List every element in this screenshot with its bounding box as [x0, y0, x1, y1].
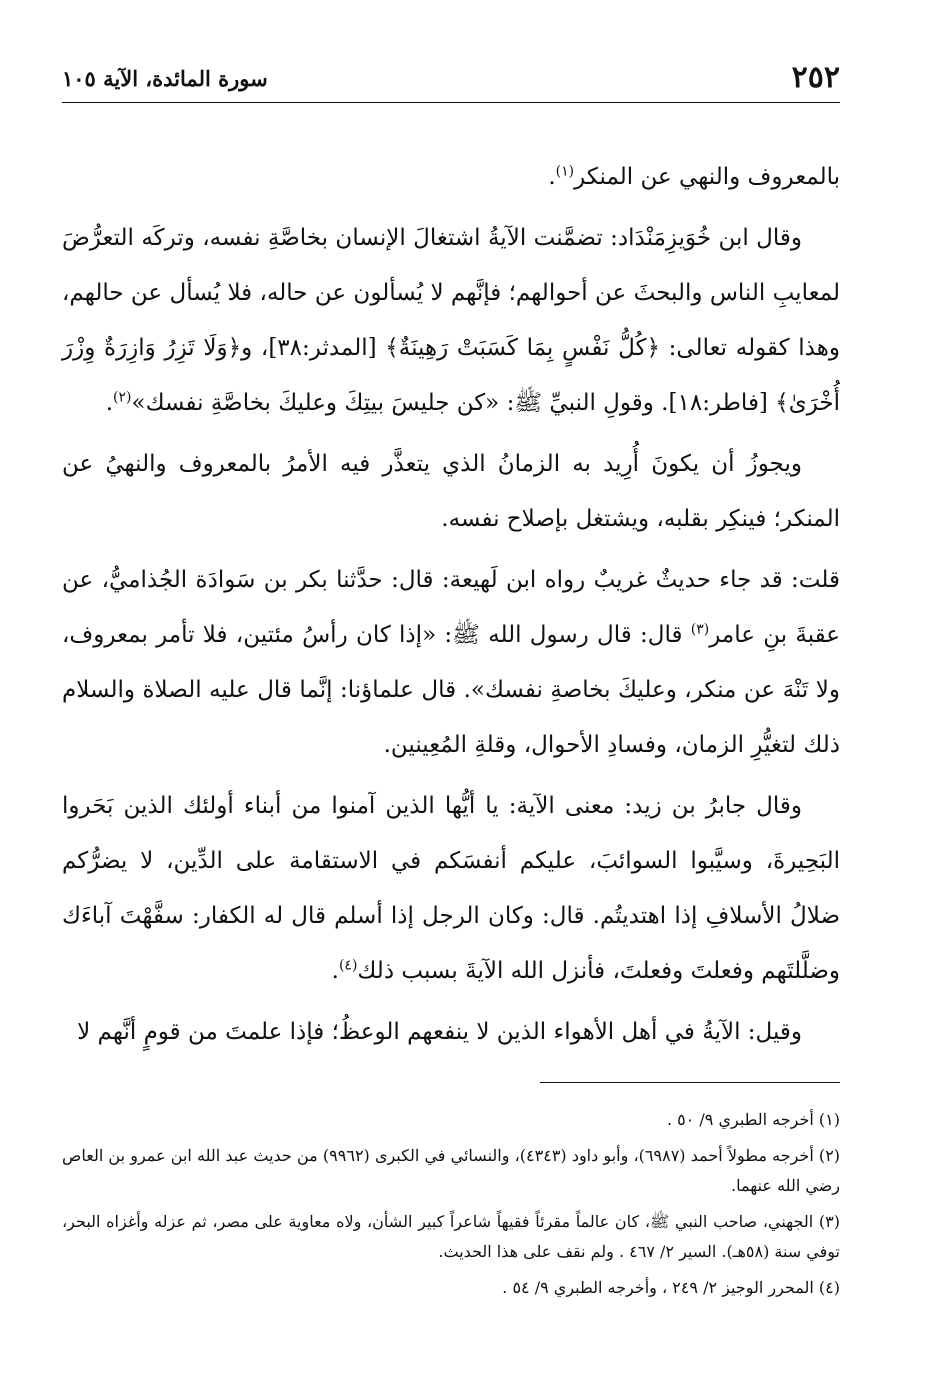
- footnote-marker: (٤): [338, 957, 358, 974]
- footnote: (٤) المحرر الوجيز ٢/ ٢٤٩ ، وأخرجه الطبري ٩/ ٥٤ .: [502, 1278, 840, 1297]
- footnotes: [62, 1105, 840, 1303]
- footnote: (١) أخرجه الطبري ٩/ ٥٠ .: [666, 1110, 840, 1129]
- footnote-marker: (٢): [113, 389, 132, 406]
- paragraph: وقال جابرُ بن زيد: معنى الآية: يا أيُّها الذين آمنوا من أبناء أولئك الذين بَحَروا البَحِيرةَ، وسيَّبوا السوائبَ، عليكم أنفسَكم في الاستقامة على الدِّين، لا يضرُّكم ضلالُ الأسلافِ إذا اهتديتُم. قال: وكان الرجل إذا أسلم قال له الكفار: سفَّهْتَ آباءَك وضلَّلتَهم وفعلتَ وفعلتَ، فأنزل الله الآيةَ بسبب ذلك$^{(٤)}$.: [62, 793, 840, 984]
- footnote: (٢) أخرجه مطولاً أحمد (٦٩٨٧)، وأبو داود (٤٣٤٣)، والنسائي في الكبرى (٩٩٦٢) من حديث عبد الله ابن عمرو بن العاص رضي الله عنهما.: [62, 1146, 841, 1195]
- page-header: [62, 56, 840, 106]
- footnote: (٣) الجهني، صاحب النبي ﷺ، كان عالماً مقرئاً فقيهاً شاعراً كبير الشأن، ولاه معاوية على مصر، ثم عزله وأغزاه البحر، توفي سنة (٥٨هـ). السير ٢/ ٤٦٧ . ولم نقف على هذا الحديث.: [62, 1212, 840, 1261]
- paragraph: قلت: قد جاء حديثٌ غريبٌ رواه ابن لَهيعة: قال: حدَّثنا بكر بن سَوادَة الجُذاميُّ، عن عقبةَ بنِ عامر$^{(٣)}$ قال: قال رسول الله ﷺ: «إذا كان رأسُ مئتين، فلا تأمر بمعروف، ولا تَنْهَ عن منكر، وعليكَ بخاصةِ نفسك». قال علماؤنا: إنَّما قال عليه الصلاة والسلام ذلك لتغيُّرِ الزمان، وفسادِ الأحوال، وقلةِ المُعِينين.: [62, 567, 841, 758]
- paragraph: وقال ابن خُوَيزِمَنْدَاد: تضمَّنت الآيةُ اشتغالَ الإنسان بخاصَّةِ نفسه، وتركَه التعرُّضَ لمعايبِ الناس والبحثَ عن أحوالهم؛ فإنَّهم لا يُسألون عن حاله، فلا يُسأل عن حالهم، وهذا كقوله تعالى: ﴿كُلُّ نَفْسٍ بِمَا كَسَبَتْ رَهِينَةٌ﴾ [المدثر:٣٨]، و﴿وَلَا تَزِرُ وَازِرَةٌ وِزْرَ أُخْرَىٰ﴾ [فاطر:١٨]. وقولِ النبيِّ ﷺ: «كن جليسَ بيتِكَ وعليكَ بخاصَّةِ نفسك»$^{(٢)}$.: [62, 225, 840, 416]
- footnote-marker: (١): [555, 163, 575, 180]
- paragraph: وقيل: الآيةُ في أهل الأهواء الذين لا ينفعهم الوعظُ؛ فإذا علمتَ من قومٍ أنَّهم لا: [77, 1019, 802, 1045]
- paragraph: بالمعروف والنهي عن المنكر$^{(١)}$.: [548, 163, 840, 190]
- footnote-separator: [540, 1082, 840, 1083]
- page-number: ٢٥٢: [791, 60, 840, 95]
- running-title: سورة المائدة، الآية ١٠٥: [62, 66, 268, 91]
- header-rule: [62, 102, 840, 103]
- footnote-marker: (٣): [690, 621, 710, 638]
- page-body: [62, 150, 840, 1060]
- paragraph: ويجوزُ أن يكونَ أُرِيد به الزمانُ الذي يتعذَّر فيه الأمرُ بالمعروف والنهيُ عن المنكر؛ فينكِر بقلبه، ويشتغل بإصلاح نفسه.: [62, 451, 840, 532]
